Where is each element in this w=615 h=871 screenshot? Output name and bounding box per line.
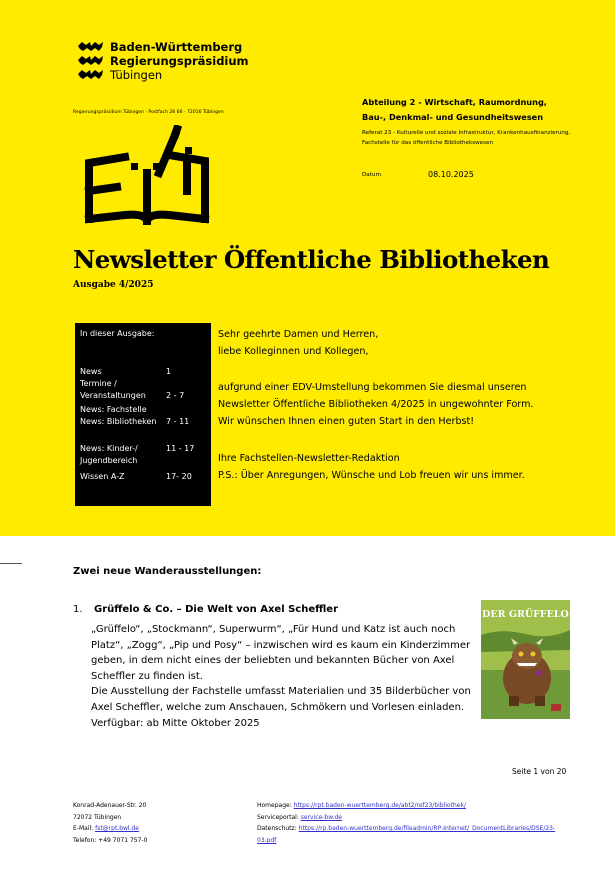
lion-icon (78, 55, 104, 66)
toc-item-label: News: Fachstelle (80, 405, 147, 414)
item-paragraph-1: „Grüffelo“, „Stockmann“, Superwurm“, „Für Hund und Katz ist auch noch Platz“, „Zogg“, „Pip und Posy“ – inzwischen wird es kaum ein Kinderzimmer geben, in dem nicht eines der beliebten und bekannten Bücher von Axel Scheffler zu finden ist. (91, 624, 471, 682)
footer-service-line (257, 812, 555, 824)
toc-item-page: 17- 20 (166, 472, 192, 481)
toc-item-page: 7 - 11 (166, 417, 190, 426)
toc-item-page: 11 - 17 (166, 444, 195, 453)
message-signature: Ihre Fachstellen-Newsletter-Redaktion (218, 453, 400, 464)
footer-contact (73, 800, 147, 846)
footer-homepage-line (257, 800, 555, 812)
sender-address-line: Regierungspräsidium Tübingen · Postfach 26 66 · 72016 Tübingen (73, 110, 224, 115)
book-cover-image (481, 600, 570, 719)
footer-privacy-label: Datenschutz: (257, 825, 299, 833)
toc-item-page: 1 (166, 367, 172, 376)
date-label: Datum (362, 172, 381, 178)
lion-icon (78, 69, 104, 80)
footer-privacy-link[interactable]: https://rp.baden-wuerttemberg.de/fileadmin/RP-Internet/_DocumentLibraries/DSE/23- (298, 825, 556, 833)
logo-line-3: Tübingen (110, 68, 163, 82)
item-description (91, 622, 476, 731)
toc-item-label: News (80, 367, 102, 376)
footer-homepage-label: Homepage: (257, 802, 294, 809)
section-heading: Zwei neue Wanderausstellungen: (73, 566, 262, 577)
toc-item-label: Wissen A-Z (80, 472, 125, 481)
item-paragraph-2: Die Ausstellung der Fachstelle umfasst Materialien und 35 Bilderbücher von Axel Scheffler, welche zum Anschauen, Schmökern und Vorlesen einladen. Verfügbar: ab Mitte Oktober 2025 (91, 686, 471, 729)
toc-heading: In dieser Ausgabe: (80, 329, 155, 338)
footer-service-label: Serviceportal: (257, 813, 301, 821)
item-title: Grüffelo & Co. – Die Welt von Axel Scheffler (94, 604, 339, 615)
message-body-line-3: Wir wünschen Ihnen einen guten Start in den Herbst! (218, 416, 475, 427)
toc-item-label: News: Bibliotheken (80, 417, 157, 426)
footer-privacy-line-2 (257, 835, 555, 847)
footer-email-link[interactable]: fst@rpt.bwl.de (95, 825, 139, 833)
logo-line-2: Regierungspräsidium (110, 54, 249, 68)
footer-links (257, 800, 555, 846)
toc-item-label: Termine / Veranstaltungen (80, 379, 146, 400)
footer-address: Konrad-Adenauer-Str. 20 (73, 802, 147, 809)
newsletter-issue: Ausgabe 4/2025 (73, 280, 154, 290)
toc-item-label: News: Kinder-/ Jugendbereich (80, 444, 138, 465)
footer-email-line (73, 823, 147, 835)
toc-item (80, 378, 208, 404)
message-body-line-2: Newsletter Öffentliche Bibliotheken 4/2025 in ungewohnter Form. (218, 399, 534, 410)
lion-icon (78, 41, 104, 52)
department-title: Abteilung 2 - Wirtschaft, Raumordnung, Bau-, Denkmal- und Gesundheitswesen (362, 97, 547, 122)
margin-divider (0, 563, 22, 564)
toc-item (80, 471, 208, 497)
footer-email-label: E-Mail: (73, 825, 96, 833)
newsletter-title: Newsletter Öffentliche Bibliotheken (73, 245, 550, 274)
greeting-line-2: liebe Kolleginnen und Kollegen, (218, 346, 369, 357)
editorial-message (211, 323, 569, 506)
gruffalo-illustration-icon (481, 600, 570, 719)
message-body-line-1: aufgrund einer EDV-Umstellung bekommen Sie diesmal unseren (218, 382, 527, 393)
footer-privacy-line (257, 823, 555, 835)
page-number: Seite 1 von 20 (512, 767, 567, 776)
logo-line-1: Baden-Württemberg (110, 40, 243, 54)
toc-item (80, 416, 208, 442)
message-ps: P.S.: Über Anregungen, Wünsche und Lob freuen wir uns immer. (218, 470, 525, 481)
table-of-contents (75, 323, 211, 506)
footer-homepage-link[interactable]: https://rpt.baden-wuerttemberg.de/abt2/ref23/bibliothek/ (293, 802, 466, 809)
item-number: 1. (73, 604, 83, 615)
greeting-line-1: Sehr geehrte Damen und Herren, (218, 329, 379, 340)
footer-privacy-link-continued[interactable]: 03.pdf (257, 836, 277, 844)
date-value: 08.10.2025 (428, 170, 474, 179)
footer-city: 72072 Tübingen (73, 813, 122, 821)
toc-item (80, 443, 208, 469)
toc-item-page: 2 - 7 (166, 390, 185, 400)
department-referat: Referat 23 - Kulturelle und soziale Infrastruktur, Krankenhausfinanzierung, Fachstelle für das öffentliche Bibliothekswesen (362, 130, 571, 146)
footer-service-link[interactable]: service-bw.de (300, 813, 342, 821)
book-title: DER GRÜFFELO (482, 609, 569, 620)
footer-phone: Telefon: +49 7071 757-0 (73, 836, 148, 844)
eoeb-emblem-icon (83, 125, 211, 233)
